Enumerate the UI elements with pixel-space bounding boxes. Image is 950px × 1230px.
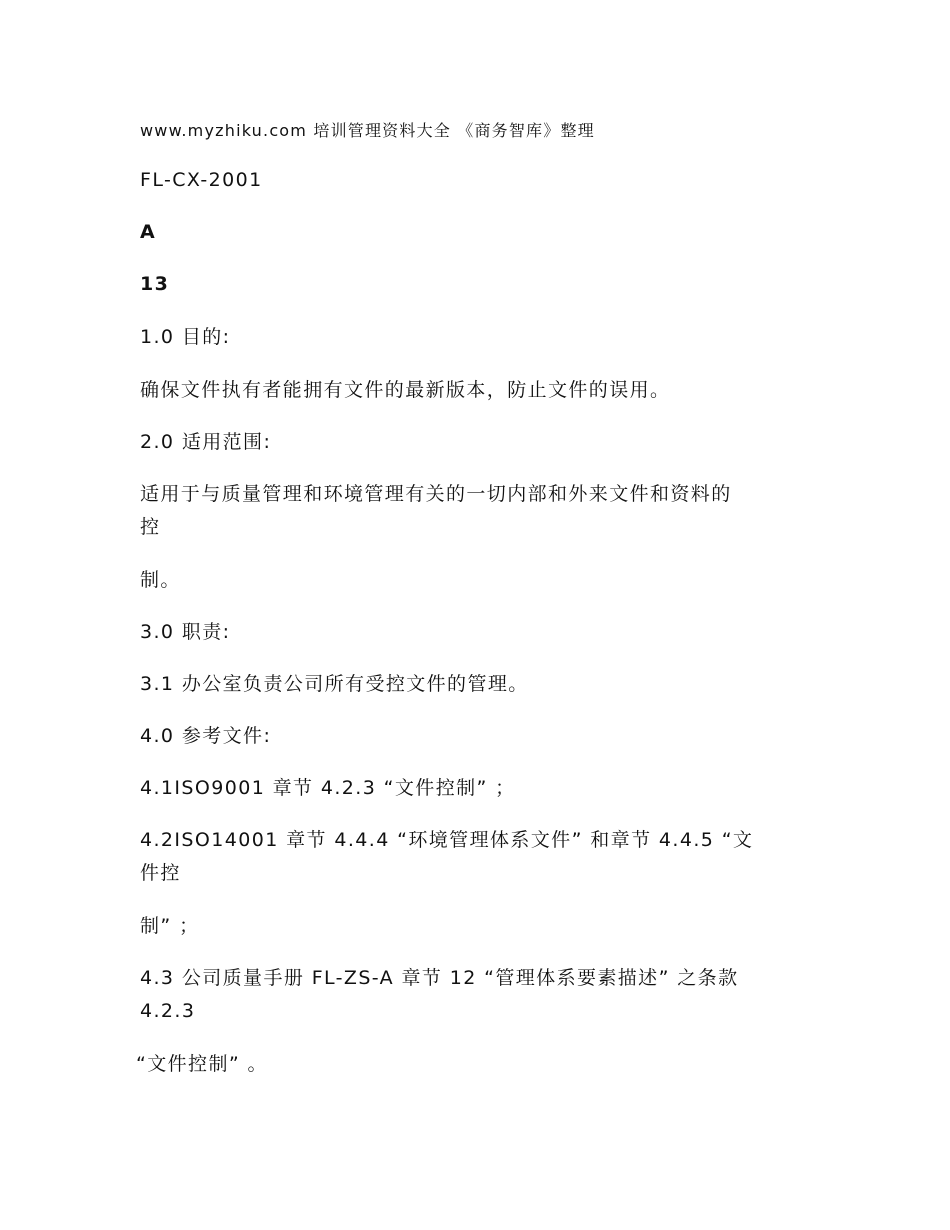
section-4-item-2-line-3: 制” ； — [140, 915, 200, 937]
section-3-item-1: 3.1 办公室负责公司所有受控文件的管理。 — [140, 673, 529, 695]
section-4-item-1: 4.1ISO9001 章节 4.2.3 “文件控制” ； — [140, 777, 516, 799]
section-2-body-line-2: 控 — [140, 516, 161, 538]
count-label: 13 — [140, 273, 170, 295]
document-code: FL-CX-2001 — [140, 169, 263, 191]
section-4-title: 4.0 参考文件: — [140, 725, 272, 747]
section-1-title: 1.0 目的: — [140, 326, 231, 348]
section-2-body-line-1: 适用于与质量管理和环境管理有关的一切内部和外来文件和资料的 — [140, 483, 732, 505]
section-4-item-3-line-2: 4.2.3 — [140, 1000, 196, 1022]
section-4-item-2-line-2: 件控 — [140, 862, 181, 884]
section-2-body-line-3: 制。 — [140, 569, 181, 591]
page-header: www.myzhiku.com 培训管理资料大全 《商务智库》整理 — [140, 121, 595, 140]
section-2-title: 2.0 适用范围: — [140, 431, 272, 453]
version-label: A — [140, 221, 157, 243]
section-4-item-2-line-1: 4.2ISO14001 章节 4.4.4 “环境管理体系文件” 和章节 4.4.5 “文 — [140, 829, 754, 851]
section-4-item-3-line-1: 4.3 公司质量手册 FL-ZS-A 章节 12 “管理体系要素描述” 之条款 — [140, 967, 739, 989]
section-1-body: 确保文件执有者能拥有文件的最新版本，防止文件的误用。 — [140, 379, 671, 401]
section-4-item-3-line-3: “文件控制” 。 — [136, 1053, 268, 1075]
section-3-title: 3.0 职责: — [140, 621, 231, 643]
